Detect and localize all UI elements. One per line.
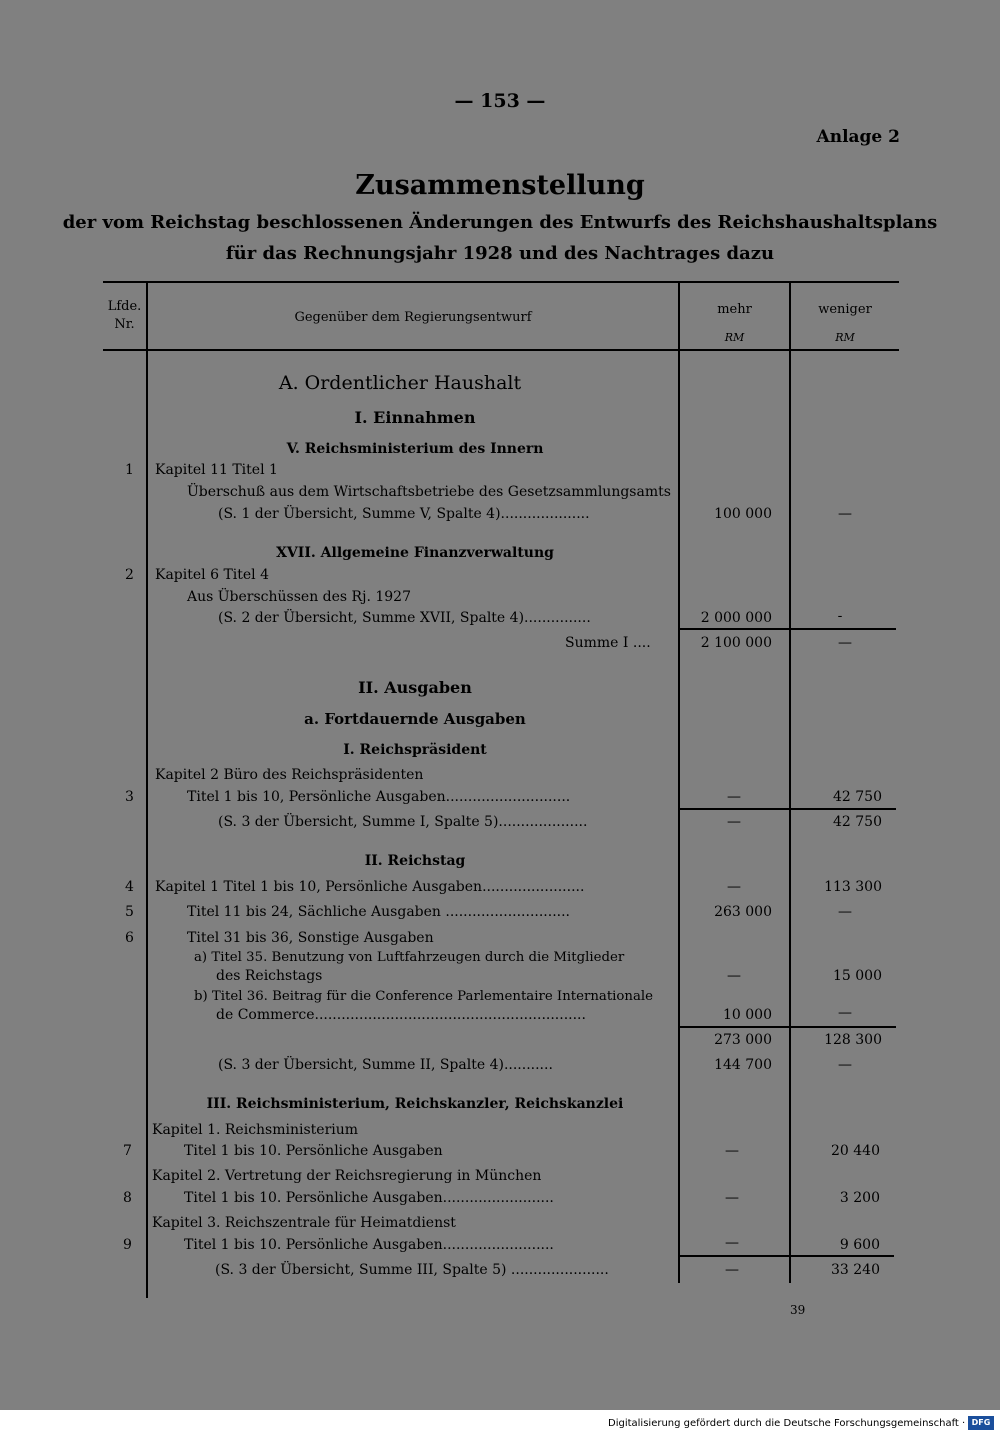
section-heading: XVII. Allgemeine Finanzverwaltung [276, 545, 554, 561]
value-mehr: — [727, 968, 741, 984]
row-text: (S. 1 der Übersicht, Summe V, Spalte 4).................... [218, 506, 590, 522]
value-weniger: 3 200 [839, 1190, 880, 1206]
header-description: Gegenüber dem Regierungsentwurf [294, 310, 532, 325]
value-mehr: — [727, 814, 741, 830]
value-weniger: — [838, 635, 852, 651]
row-text: Kapitel 1. Reichsministerium [152, 1122, 359, 1138]
row-text: Kapitel 11 Titel 1 [155, 462, 278, 478]
header-mehr: mehr [717, 302, 752, 317]
value-mehr: 273 000 [714, 1032, 772, 1048]
section-heading: I. Reichspräsident [343, 742, 487, 758]
sum-rule [680, 1026, 896, 1028]
section-heading: I. Einnahmen [354, 408, 476, 427]
row-number: 6 [125, 930, 134, 946]
value-mehr: 2 100 000 [700, 635, 772, 651]
row-number: 9 [123, 1237, 132, 1253]
section-heading: A. Ordentlicher Haushalt [278, 372, 522, 394]
row-text: Kapitel 6 Titel 4 [155, 567, 270, 583]
value-weniger: 20 440 [831, 1143, 880, 1159]
row-text: Kapitel 1 Titel 1 bis 10, Persönliche Ausgaben....................... [155, 879, 585, 895]
row-text: Kapitel 2. Vertretung der Reichsregierung in München [152, 1168, 542, 1184]
column-rule-nr [146, 283, 148, 1298]
value-weniger: 33 240 [831, 1262, 880, 1278]
row-text: Kapitel 3. Reichszentrale für Heimatdienst [152, 1215, 456, 1231]
value-mehr: — [725, 1262, 739, 1278]
row-number: 2 [125, 567, 134, 583]
value-weniger: — [838, 1005, 852, 1021]
value-weniger: - [837, 608, 843, 624]
document-subtitle-2: für das Rechnungsjahr 1928 und des Nachtrages dazu [225, 243, 775, 264]
value-mehr: 2 000 000 [700, 610, 772, 626]
header-nr: Lfde. Nr. [107, 299, 142, 332]
value-mehr: — [727, 789, 741, 805]
row-number: 5 [125, 904, 134, 920]
value-mehr: 144 700 [714, 1057, 772, 1073]
row-text: Aus Überschüssen des Rj. 1927 [187, 589, 411, 605]
column-rule-mehr [678, 283, 680, 1283]
section-heading: V. Reichsministerium des Innern [286, 441, 544, 457]
section-heading: III. Reichsministerium, Reichskanzler, Reichskanzlei [206, 1096, 624, 1112]
value-weniger: 128 300 [824, 1032, 882, 1048]
value-weniger: 42 750 [833, 789, 882, 805]
value-mehr: — [725, 1190, 739, 1206]
value-weniger: 9 600 [839, 1237, 880, 1253]
row-text: (S. 3 der Übersicht, Summe II, Spalte 4)........... [218, 1057, 553, 1073]
row-text: Titel 31 bis 36, Sonstige Ausgaben [187, 930, 434, 946]
row-text: (S. 3 der Übersicht, Summe III, Spalte 5) ...................... [215, 1262, 609, 1278]
row-text: a) Titel 35. Benutzung von Luftfahrzeugen durch die Mitglieder [194, 950, 625, 965]
row-number: 7 [123, 1143, 132, 1159]
row-number: 4 [125, 879, 134, 895]
section-heading: II. Ausgaben [358, 678, 472, 697]
value-weniger: 42 750 [833, 814, 882, 830]
row-text: Titel 1 bis 10. Persönliche Ausgaben [184, 1143, 443, 1159]
row-text: (S. 2 der Übersicht, Summe XVII, Spalte 4)............... [218, 610, 591, 626]
appendix-label: Anlage 2 [816, 127, 900, 147]
sum-rule [678, 1255, 894, 1257]
row-text: Titel 1 bis 10, Persönliche Ausgaben............................ [187, 789, 571, 805]
value-weniger: 15 000 [833, 968, 882, 984]
row-text: Titel 1 bis 10. Persönliche Ausgaben......................... [184, 1190, 554, 1206]
row-text: Titel 11 bis 24, Sächliche Ausgaben ............................ [187, 904, 570, 920]
value-weniger: 113 300 [824, 879, 882, 895]
row-text: Titel 1 bis 10. Persönliche Ausgaben......................... [184, 1237, 554, 1253]
section-heading: II. Reichstag [364, 853, 466, 869]
row-number: 8 [123, 1190, 132, 1206]
value-weniger: — [838, 506, 852, 522]
row-text: Kapitel 2 Büro des Reichspräsidenten [155, 767, 424, 783]
header-unit-mehr: RM [724, 331, 745, 344]
section-heading: a. Fortdauernde Ausgaben [304, 710, 526, 728]
value-mehr: — [727, 879, 741, 895]
dfg-logo: DFG [968, 1416, 994, 1430]
value-mehr: 10 000 [723, 1007, 772, 1023]
sum-label: Summe I .... [565, 635, 651, 651]
row-text: b) Titel 36. Beitrag für die Conference Parlementaire Internationale [194, 989, 654, 1004]
table-header-rule [103, 349, 899, 351]
value-weniger: — [838, 1057, 852, 1073]
value-mehr: — [725, 1235, 739, 1251]
header-unit-weniger: RM [835, 331, 855, 344]
value-mehr: 100 000 [714, 506, 772, 522]
row-number: 1 [125, 462, 134, 478]
table-top-rule [103, 281, 899, 283]
page-number: — 153 — [454, 90, 546, 112]
row-text: des Reichstags [216, 968, 323, 984]
digitization-credit: Digitalisierung gefördert durch die Deutsche Forschungsgemeinschaft · [608, 1418, 966, 1429]
row-number: 3 [125, 789, 134, 805]
value-mehr: — [725, 1143, 739, 1159]
row-text: de Commerce............................................................. [216, 1007, 586, 1023]
value-mehr: 263 000 [714, 904, 772, 920]
value-weniger: — [838, 904, 852, 920]
signature-number: 39 [790, 1303, 806, 1317]
document-subtitle-1: der vom Reichstag beschlossenen Änderungen des Entwurfs des Reichshaushaltsplans [62, 212, 938, 233]
sum-rule [680, 628, 896, 630]
column-rule-weniger [789, 283, 791, 1283]
row-text: (S. 3 der Übersicht, Summe I, Spalte 5).................... [218, 814, 588, 830]
document-title: Zusammenstellung [355, 170, 645, 201]
header-weniger: weniger [818, 302, 872, 317]
row-text: Überschuß aus dem Wirtschaftsbetriebe des Gesetzsammlungsamts [187, 484, 671, 500]
sum-rule [680, 808, 896, 810]
